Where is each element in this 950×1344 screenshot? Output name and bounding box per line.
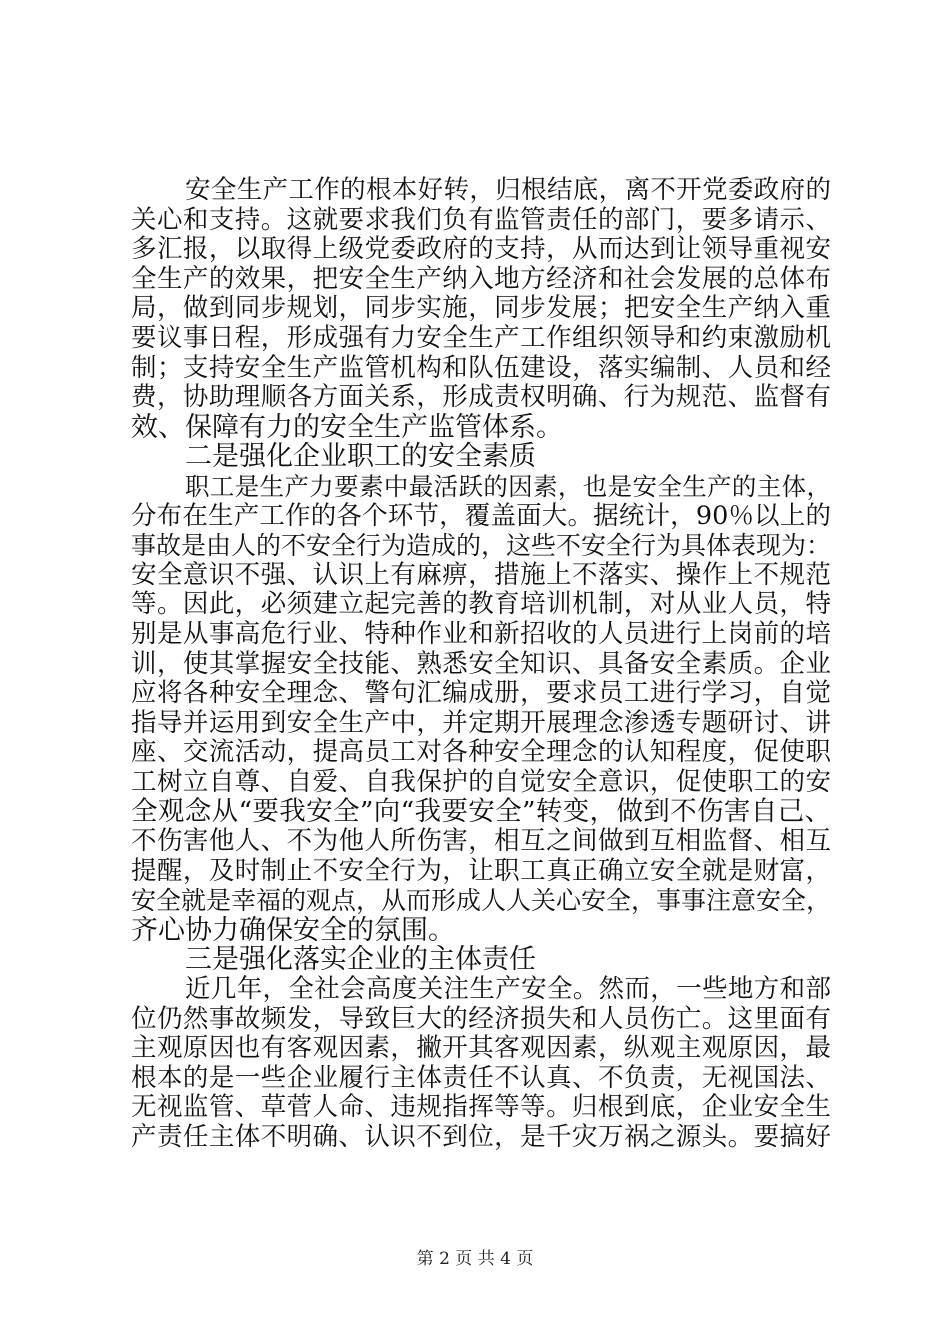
paragraph-line: 局，做到同步规划，同步实施，同步发展；把安全生产纳入重 [131, 293, 831, 324]
paragraph-line: 制；支持安全生产监管机构和队伍建设，落实编制、人员和经 [131, 352, 831, 383]
paragraph-line: 分布在生产工作的各个环节，覆盖面大。据统计，90％以上的 [131, 500, 831, 531]
paragraph-line: 多汇报，以取得上级党委政府的支持，从而达到让领导重视安 [131, 234, 831, 265]
paragraph-line: 位仍然事故频发，导致巨大的经济损失和人员伤亡。这里面有 [131, 1003, 831, 1034]
paragraph-line: 无视监管、草菅人命、违规指挥等等。归根到底，企业安全生 [131, 1092, 831, 1123]
paragraph-line: 安全就是幸福的观点，从而形成人人关心安全，事事注意安全， [131, 886, 832, 916]
paragraph-line: 别是从事高危行业、特种作业和新招收的人员进行上岗前的培 [131, 618, 831, 649]
paragraph-line: 事故是由人的不安全行为造成的，这些不安全行为具体表现为： [131, 531, 832, 561]
section-heading: 三是强化落实企业的主体责任 [185, 944, 536, 976]
paragraph-line: 应将各种安全理念、警句汇编成册，要求员工进行学习，自觉 [131, 678, 831, 709]
paragraph-line: 等。因此，必须建立起完善的教育培训机制，对从业人员，特 [131, 589, 831, 620]
paragraph-line: 产责任主体不明确、认识不到位，是千灾万祸之源头。要搞好 [131, 1122, 831, 1152]
paragraph-line: 提醒，及时制止不安全行为，让职工真正确立安全就是财富， [131, 855, 831, 886]
paragraph-line: 职工是生产力要素中最活跃的因素，也是安全生产的主体， [185, 471, 831, 501]
paragraph-line: 安全意识不强、认识上有麻痹，措施上不落实、操作上不规范 [131, 559, 831, 590]
paragraph-line: 主观原因也有客观因素，撇开其客观因素，纵观主观原因，最 [131, 1033, 831, 1064]
paragraph-line: 工树立自尊、自爱、自我保护的自觉安全意识，促使职工的安 [131, 766, 831, 797]
paragraph-line: 要议事日程，形成强有力安全生产工作组织领导和约束激励机 [131, 322, 831, 353]
paragraph-line: 不伤害他人、不为他人所伤害，相互之间做到互相监督、相互 [131, 826, 831, 857]
paragraph-line: 关心和支持。这就要求我们负有监管责任的部门，要多请示、 [131, 204, 831, 235]
paragraph-line: 训，使其掌握安全技能、熟悉安全知识、具备安全素质。企业 [131, 648, 831, 679]
section-heading: 二是强化企业职工的安全素质 [185, 441, 536, 473]
paragraph-line: 效、保障有力的安全生产监管体系。 [131, 411, 563, 443]
paragraph-line: 近几年，全社会高度关注生产安全。然而，一些地方和部 [185, 974, 831, 1005]
paragraph-line: 指导并运用到安全生产中，并定期开展理念渗透专题研讨、讲 [131, 707, 831, 738]
paragraph-line: 齐心协力确保安全的氛围。 [131, 914, 455, 946]
paragraph-line: 座、交流活动，提高员工对各种安全理念的认知程度，促使职 [131, 737, 831, 768]
paragraph-line: 全生产的效果，把安全生产纳入地方经济和社会发展的总体布 [131, 263, 831, 294]
paragraph-line: 根本的是一些企业履行主体责任不认真、不负责，无视国法、 [131, 1062, 831, 1093]
paragraph-line: 安全生产工作的根本好转，归根结底，离不开党委政府的 [185, 175, 831, 205]
page-footer: 第 2 页 共 4 页 [416, 1249, 534, 1269]
paragraph-line: 全观念从“要我安全”向“我要安全”转变，做到不伤害自己、 [131, 796, 831, 828]
document-body [131, 176, 831, 1153]
paragraph-line: 费，协助理顺各方面关系，形成责权明确、行为规范、监督有 [131, 382, 831, 413]
